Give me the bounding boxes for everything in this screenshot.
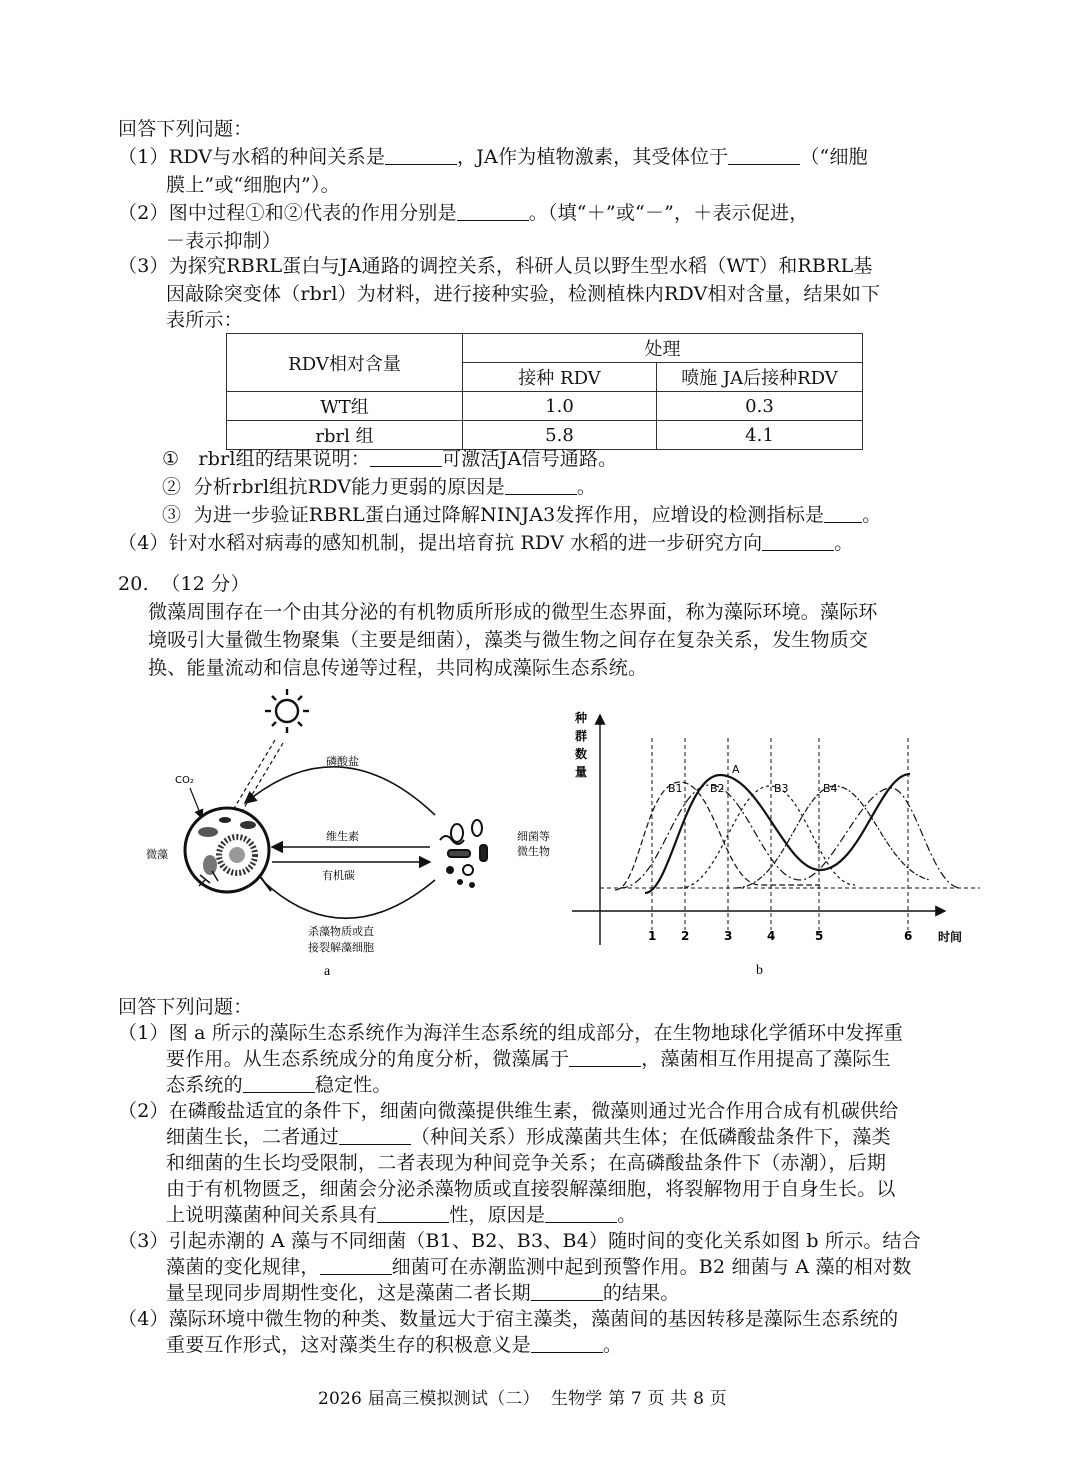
- x-tick: 5: [815, 929, 824, 943]
- label-b3: B3: [774, 782, 789, 795]
- toxin-label-line1: 杀藻物质或直: [308, 925, 374, 938]
- answer-blank: [531, 1282, 603, 1301]
- x-tick: 6: [904, 929, 913, 943]
- toxin-label-line2: 接裂解藻细胞: [308, 941, 374, 954]
- answer-blank: [824, 504, 862, 523]
- x-tick: 3: [724, 929, 733, 943]
- y-axis-label-2: 群: [575, 729, 588, 743]
- x-tick: 4: [767, 929, 776, 943]
- label-a: A: [732, 763, 740, 776]
- q20-part2-line4: 由于有机物匮乏，细菌会分泌杀藻物质或直接裂解藻细胞，将裂解物用于自身生长。以: [166, 1178, 896, 1200]
- co2-label: CO₂: [175, 775, 194, 786]
- y-axis-label-1: 种: [575, 711, 588, 725]
- x-tick: 2: [681, 929, 690, 943]
- q19-part2-line1: （2）图中过程①和②代表的作用分别是 。（填“＋”或“－”，＋表示促进，: [118, 202, 809, 224]
- q20-part1-line1: （1）图 a 所示的藻际生态系统作为海洋生态系统的组成部分，在生物地球化学循环中发挥重: [118, 1022, 904, 1044]
- q19-intro: 回答下列问题：: [118, 118, 253, 140]
- answer-blank: [377, 1204, 449, 1223]
- table-row: WT组 1.0 0.3: [227, 392, 863, 421]
- table-col-header: 喷施 JA后接种RDV: [657, 363, 863, 392]
- q20-answer-intro: 回答下列问题：: [118, 996, 253, 1018]
- bacteria-label-line2: 微生物: [517, 845, 550, 858]
- answer-blank: [370, 448, 442, 467]
- q20-part4-line2: 重要互作形式，这对藻类生存的积极意义是 。: [166, 1334, 623, 1356]
- answer-blank: [243, 1074, 315, 1093]
- answer-blank: [545, 1204, 617, 1223]
- answer-blank: [339, 1126, 411, 1145]
- answer-blank: [320, 1256, 392, 1275]
- q20-intro-line1: 微藻周围存在一个由其分泌的有机物质所形成的微型生态界面，称为藻际环境。藻际环: [148, 601, 878, 623]
- answer-blank: [531, 1334, 603, 1353]
- q20-intro-line2: 境吸引大量微生物聚集（主要是细菌），藻类与微生物之间存在复杂关系，发生物质交: [148, 629, 869, 651]
- q19-sub3: ③ 为进一步验证RBRL蛋白通过降解NINJA3发挥作用，应增设的检测指标是 。: [162, 504, 882, 526]
- q20-part2-line5: 上说明藻菌种间关系具有 性，原因是 。: [166, 1204, 637, 1226]
- microalgae-cell: [185, 808, 269, 892]
- vitamin-label: 维生素: [326, 830, 359, 843]
- answer-blank: [569, 1048, 641, 1067]
- q19-part3-line2: 因敲除突变体（rbrl）为材料，进行接种实验，检测植株内RDV相对含量，结果如下: [166, 283, 881, 305]
- figure-b-caption: b: [756, 963, 763, 978]
- y-axis-label-3: 数: [575, 747, 588, 761]
- table-col-header: 接种 RDV: [463, 363, 657, 392]
- curve-b2: [620, 785, 960, 888]
- answer-blank: [385, 146, 457, 165]
- q20-part4-line1: （4）藻际环境中微生物的种类、数量远大于宿主藻类，藻菌间的基因转移是藻际生态系统的: [118, 1308, 899, 1330]
- page-footer: 2026 届高三模拟测试（二） 生物学 第 7 页 共 8 页: [318, 1389, 727, 1409]
- q20-part3-line1: （3）引起赤潮的 A 藻与不同细菌（B1、B2、B3、B4）随时间的变化关系如图 b 所示。结合: [118, 1230, 921, 1252]
- bacteria-cluster: [440, 820, 487, 887]
- x-tick: 1: [648, 929, 657, 943]
- q19-part1-line1: （1）RDV与水稻的种间关系是 ，JA作为植物激素，其受体位于 （“细胞: [118, 146, 868, 168]
- organic-carbon-label: 有机碳: [322, 869, 355, 882]
- rdv-table: [226, 333, 863, 450]
- q19-sub1: ① rbrl组的结果说明： 可激活JA信号通路。: [162, 448, 618, 470]
- q19-part3-line3: 表所示：: [166, 309, 243, 331]
- table-corner: RDV相对含量: [227, 334, 463, 392]
- sun-icon: [265, 689, 309, 733]
- q20-part1-line3: 态系统的 稳定性。: [166, 1074, 392, 1096]
- q20-part1-line2: 要作用。从生态系统成分的角度分析，微藻属于 ，藻菌相互作用提高了藻际生: [166, 1048, 891, 1070]
- curve-b3: [680, 786, 855, 888]
- q19-part4: （4）针对水稻对病毒的感知机制，提出培育抗 RDV 水稻的进一步研究方向 。: [118, 532, 854, 554]
- figure-b: [560, 700, 990, 985]
- q20-part2-line1: （2）在磷酸盐适宜的条件下，细菌向微藻提供维生素，微藻则通过光合作用合成有机碳供给: [118, 1100, 899, 1122]
- curve-b4: [735, 786, 930, 888]
- q20-part3-line3: 量呈现同步周期性变化，这是藻菌二者长期 的结果。: [166, 1282, 680, 1304]
- bacteria-label-line1: 细菌等: [517, 830, 550, 843]
- microalgae-label: 微藻: [146, 848, 168, 861]
- answer-blank: [728, 146, 800, 165]
- answer-blank: [457, 202, 529, 221]
- label-b1: B1: [668, 782, 683, 795]
- table-group-header: 处理: [463, 334, 863, 363]
- x-axis-label: 时间: [938, 930, 963, 944]
- q20-part2-line3: 和细菌的生长均受限制，二者表现为种间竞争关系；在高磷酸盐条件下（赤潮），后期: [166, 1152, 887, 1174]
- answer-blank: [505, 476, 577, 495]
- table-row: rbrl 组 5.8 4.1: [227, 421, 863, 450]
- q19-sub2: ② 分析rbrl组抗RDV能力更弱的原因是 。: [162, 476, 597, 498]
- q20-intro-line3: 换、能量流动和信息传递等过程，共同构成藻际生态系统。: [148, 657, 648, 679]
- q20-part2-line2: 细菌生长，二者通过 （种间关系）形成藻菌共生体；在低磷酸盐条件下，藻类: [166, 1126, 891, 1148]
- q20-part3-line2: 藻菌的变化规律， 细菌可在赤潮监测中起到预警作用。B2 细菌与 A 藻的相对数: [166, 1256, 912, 1278]
- q19-part1-line2: 膜上”或“细胞内”）。: [166, 174, 340, 196]
- q19-part3-line1: （3）为探究RBRL蛋白与JA通路的调控关系，科研人员以野生型水稻（WT）和RBRL基: [118, 255, 873, 277]
- label-b2: B2: [710, 782, 725, 795]
- q20-number: 20. （12 分）: [118, 573, 250, 595]
- answer-blank: [762, 532, 834, 551]
- y-axis-label-4: 量: [575, 765, 588, 779]
- q19-part2-line2: －表示抑制）: [166, 230, 282, 252]
- label-b4: B4: [823, 782, 838, 795]
- phosphate-label: 磷酸盐: [326, 755, 359, 768]
- figure-a: [130, 685, 570, 985]
- curve-b1: [615, 782, 820, 890]
- figure-a-caption: a: [324, 964, 331, 979]
